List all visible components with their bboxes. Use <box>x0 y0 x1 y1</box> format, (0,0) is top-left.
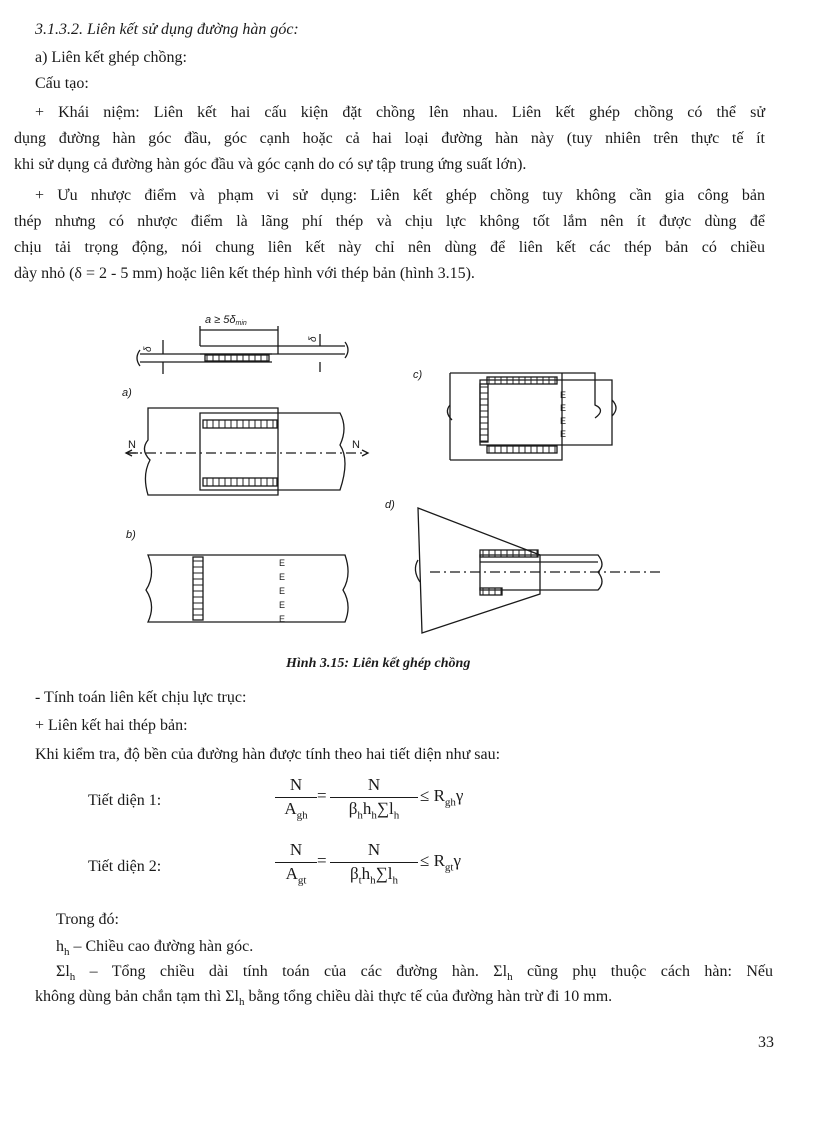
force-label-right: N <box>352 439 360 451</box>
trong-do-label: Trong đó: <box>56 911 119 928</box>
lien-ket-hai-label: + Liên kết hai thép bản: <box>35 717 188 734</box>
subsection-a: a) Liên kết ghép chồng: <box>35 49 187 66</box>
figure-d <box>415 508 660 633</box>
figure-b-lower <box>146 555 348 622</box>
eq1-label: Tiết diện 1: <box>88 792 162 809</box>
figure-a-side-view <box>137 326 348 374</box>
eq1-inequality: ≤ $R_{gh}\gamma$ <box>420 786 464 809</box>
khai-niem-line-3: khi sử dụng cả đường hàn góc đầu và góc cạnh do có sự tập trung ứng suất lớn). <box>14 156 527 173</box>
khai-niem-line-1: + Khái niệm: Liên kết hai cấu kiện đặt chồng lên nhau. Liên kết ghép chồng có thể sử <box>35 104 765 121</box>
force-label-left: N <box>128 439 136 451</box>
eq2-equals: = <box>317 851 327 870</box>
weld-mark: E <box>560 429 567 439</box>
weld-mark: E <box>279 558 286 568</box>
khai-niem-line-2: dụng đường hàn góc đầu, góc cạnh hoặc cả hai loại đường hàn này (tuy nhiên trên thực tế ít <box>14 130 765 147</box>
figure-3-15 <box>0 300 816 645</box>
figure-caption: Hình 3.15: Liên kết ghép chồng <box>286 656 471 671</box>
uu-nhuoc-line-3: chịu tải trọng động, nói chung liên kết này chỉ nên dùng để liên kết các thép bản có chiều <box>14 239 765 256</box>
eq2-inequality: ≤ $R_{gt}\gamma$ <box>420 851 461 874</box>
section-heading: 3.1.3.2. Liên kết sử dụng đường hàn góc: <box>35 21 299 38</box>
uu-nhuoc-line-2: thép nhưng có nhược điểm là lãng phí thép và chịu lực không tốt lắm nên ít được dùng để <box>14 213 765 230</box>
figure-b-plan-view <box>126 408 368 495</box>
page-number: 33 <box>758 1034 774 1051</box>
eq2-rhs-fraction: N $\beta_th_h\sum l_h$ <box>330 840 418 886</box>
eq1-lhs-fraction: N $A_{gh}$ <box>275 775 317 821</box>
label-c: c) <box>413 369 423 381</box>
label-d: d) <box>385 499 395 511</box>
sum-definition-line-2: không dùng bản chắn tạm thì $\Sigma l_h$ bằng tổng chiều dài thực tế của đường hàn trừ đi 10 mm. <box>35 988 613 1009</box>
weld-mark: E <box>560 416 567 426</box>
figure-c <box>447 373 616 460</box>
kiem-tra-text: Khi kiểm tra, độ bền của đường hàn được tính theo hai tiết diện như sau: <box>35 746 501 763</box>
weld-mark: E <box>560 390 567 400</box>
label-a: a) <box>122 387 132 399</box>
tinh-toan-label: - Tính toán liên kết chịu lực trục: <box>35 689 247 706</box>
eq1-rhs-fraction: N $\beta_hh_h\sum l_h$ <box>330 775 418 821</box>
weld-mark: E <box>279 586 286 596</box>
uu-nhuoc-line-1: + Ưu nhược điểm và phạm vi sử dụng: Liên kết ghép chồng tuy không cần gia công bản <box>35 187 765 204</box>
eq2-label: Tiết diện 2: <box>88 858 162 875</box>
weld-mark: E <box>560 403 567 413</box>
hh-definition: $h_h$ – Chiều cao đường hàn góc. <box>56 938 254 959</box>
sum-definition-line-1: $\Sigma l_h$ – Tổng chiều dài tính toán của các đường hàn. $\Sigma l_h$ cũng phụ thuộc cách hàn: Nếu <box>56 963 773 984</box>
cau-tao-label: Cấu tạo: <box>35 75 89 92</box>
delta-label-left: δ <box>143 346 154 352</box>
delta-label-right: δ <box>308 336 319 342</box>
dimension-label: a ≥ 5δmin <box>205 314 247 327</box>
weld-mark: E <box>279 600 286 610</box>
label-b: b) <box>126 529 136 541</box>
weld-mark: E <box>279 614 286 624</box>
eq1-equals: = <box>317 786 327 805</box>
eq2-lhs-fraction: N $A_{gt}$ <box>275 840 317 886</box>
uu-nhuoc-line-4: dày nhỏ (δ = 2 - 5 mm) hoặc liên kết thép hình với thép bản (hình 3.15). <box>14 265 475 282</box>
weld-mark: E <box>279 572 286 582</box>
